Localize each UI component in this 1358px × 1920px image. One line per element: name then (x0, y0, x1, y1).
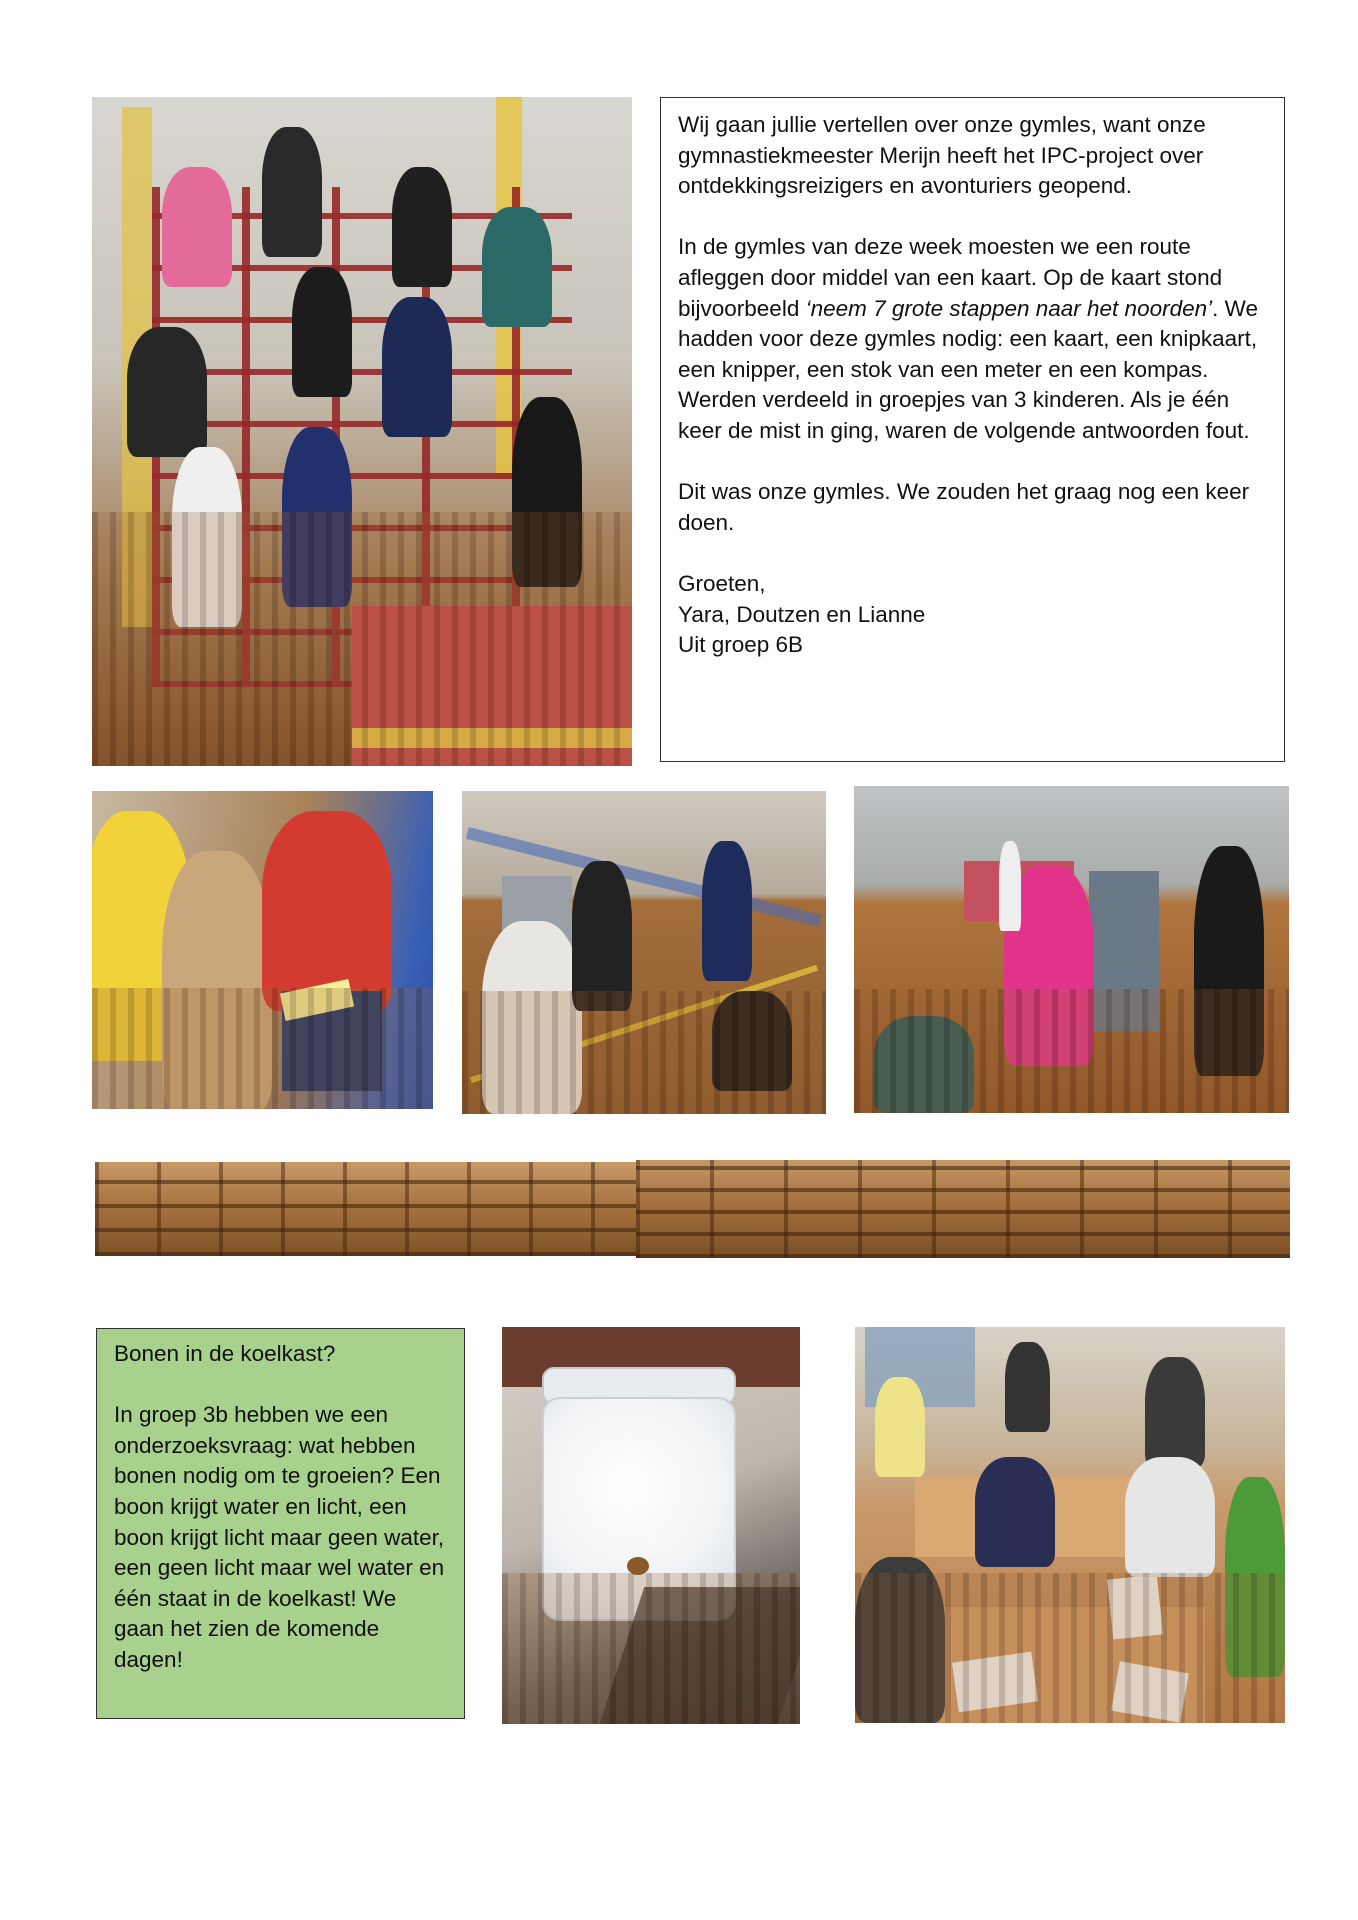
photo-kids-map-floor (462, 791, 826, 1114)
photo-kids-gym-hall (854, 786, 1289, 1113)
gym-authors: Yara, Doutzen en Lianne (678, 601, 926, 627)
photo-group-climbing-wall (92, 97, 632, 766)
beans-article-box (96, 1328, 465, 1719)
photo-kids-scissors (92, 791, 433, 1109)
gym-route-quote: ‘neem 7 grote stappen naar het noorden’ (805, 295, 1213, 321)
gym-paragraph-intro: Wij gaan jullie vertellen over onze gymles, want onze gymnastiekmeester Merijn heeft het IPC-project over ontdekkingsreizigers en avonturiers geopend. (678, 112, 1206, 199)
beans-body: In groep 3b hebben we een onderzoeksvraag: wat hebben bonen nodig om te groeien? Een boon krijgt water en licht, een boon krijgt licht maar geen water, een geen licht maar wel water en één staat in de koelkast! We gaan het zien de komende dagen! (114, 1402, 445, 1672)
gym-article-box (660, 97, 1285, 762)
beans-title: Bonen in de koelkast? (114, 1341, 336, 1366)
photo-classroom-desks (855, 1327, 1285, 1723)
gym-greeting: Groeten, (678, 570, 766, 596)
gym-group: Uit groep 6B (678, 632, 804, 658)
stone-wall-banner-left (95, 1162, 636, 1256)
photo-bean-jar (502, 1327, 800, 1724)
gym-paragraph-route: In de gymles van deze week moesten we een route afleggen door middel van een kaart. Op de kaart stond bijvoorbeeld ‘neem 7 grote stappen naar het noorden’. We hadden voor deze gymles nodig: een kaart, een knipkaart, een knipper, een stok van een meter en een kompas. Werden verdeeld in groepjes van 3 kinderen. Als je één keer de mist in ging, waren de volgende antwoorden fout. (678, 234, 1258, 443)
bean-shape (627, 1557, 649, 1575)
stone-wall-banner-right (636, 1160, 1290, 1258)
gym-paragraph-closing: Dit was onze gymles. We zouden het graag nog een keer doen. (678, 479, 1250, 535)
